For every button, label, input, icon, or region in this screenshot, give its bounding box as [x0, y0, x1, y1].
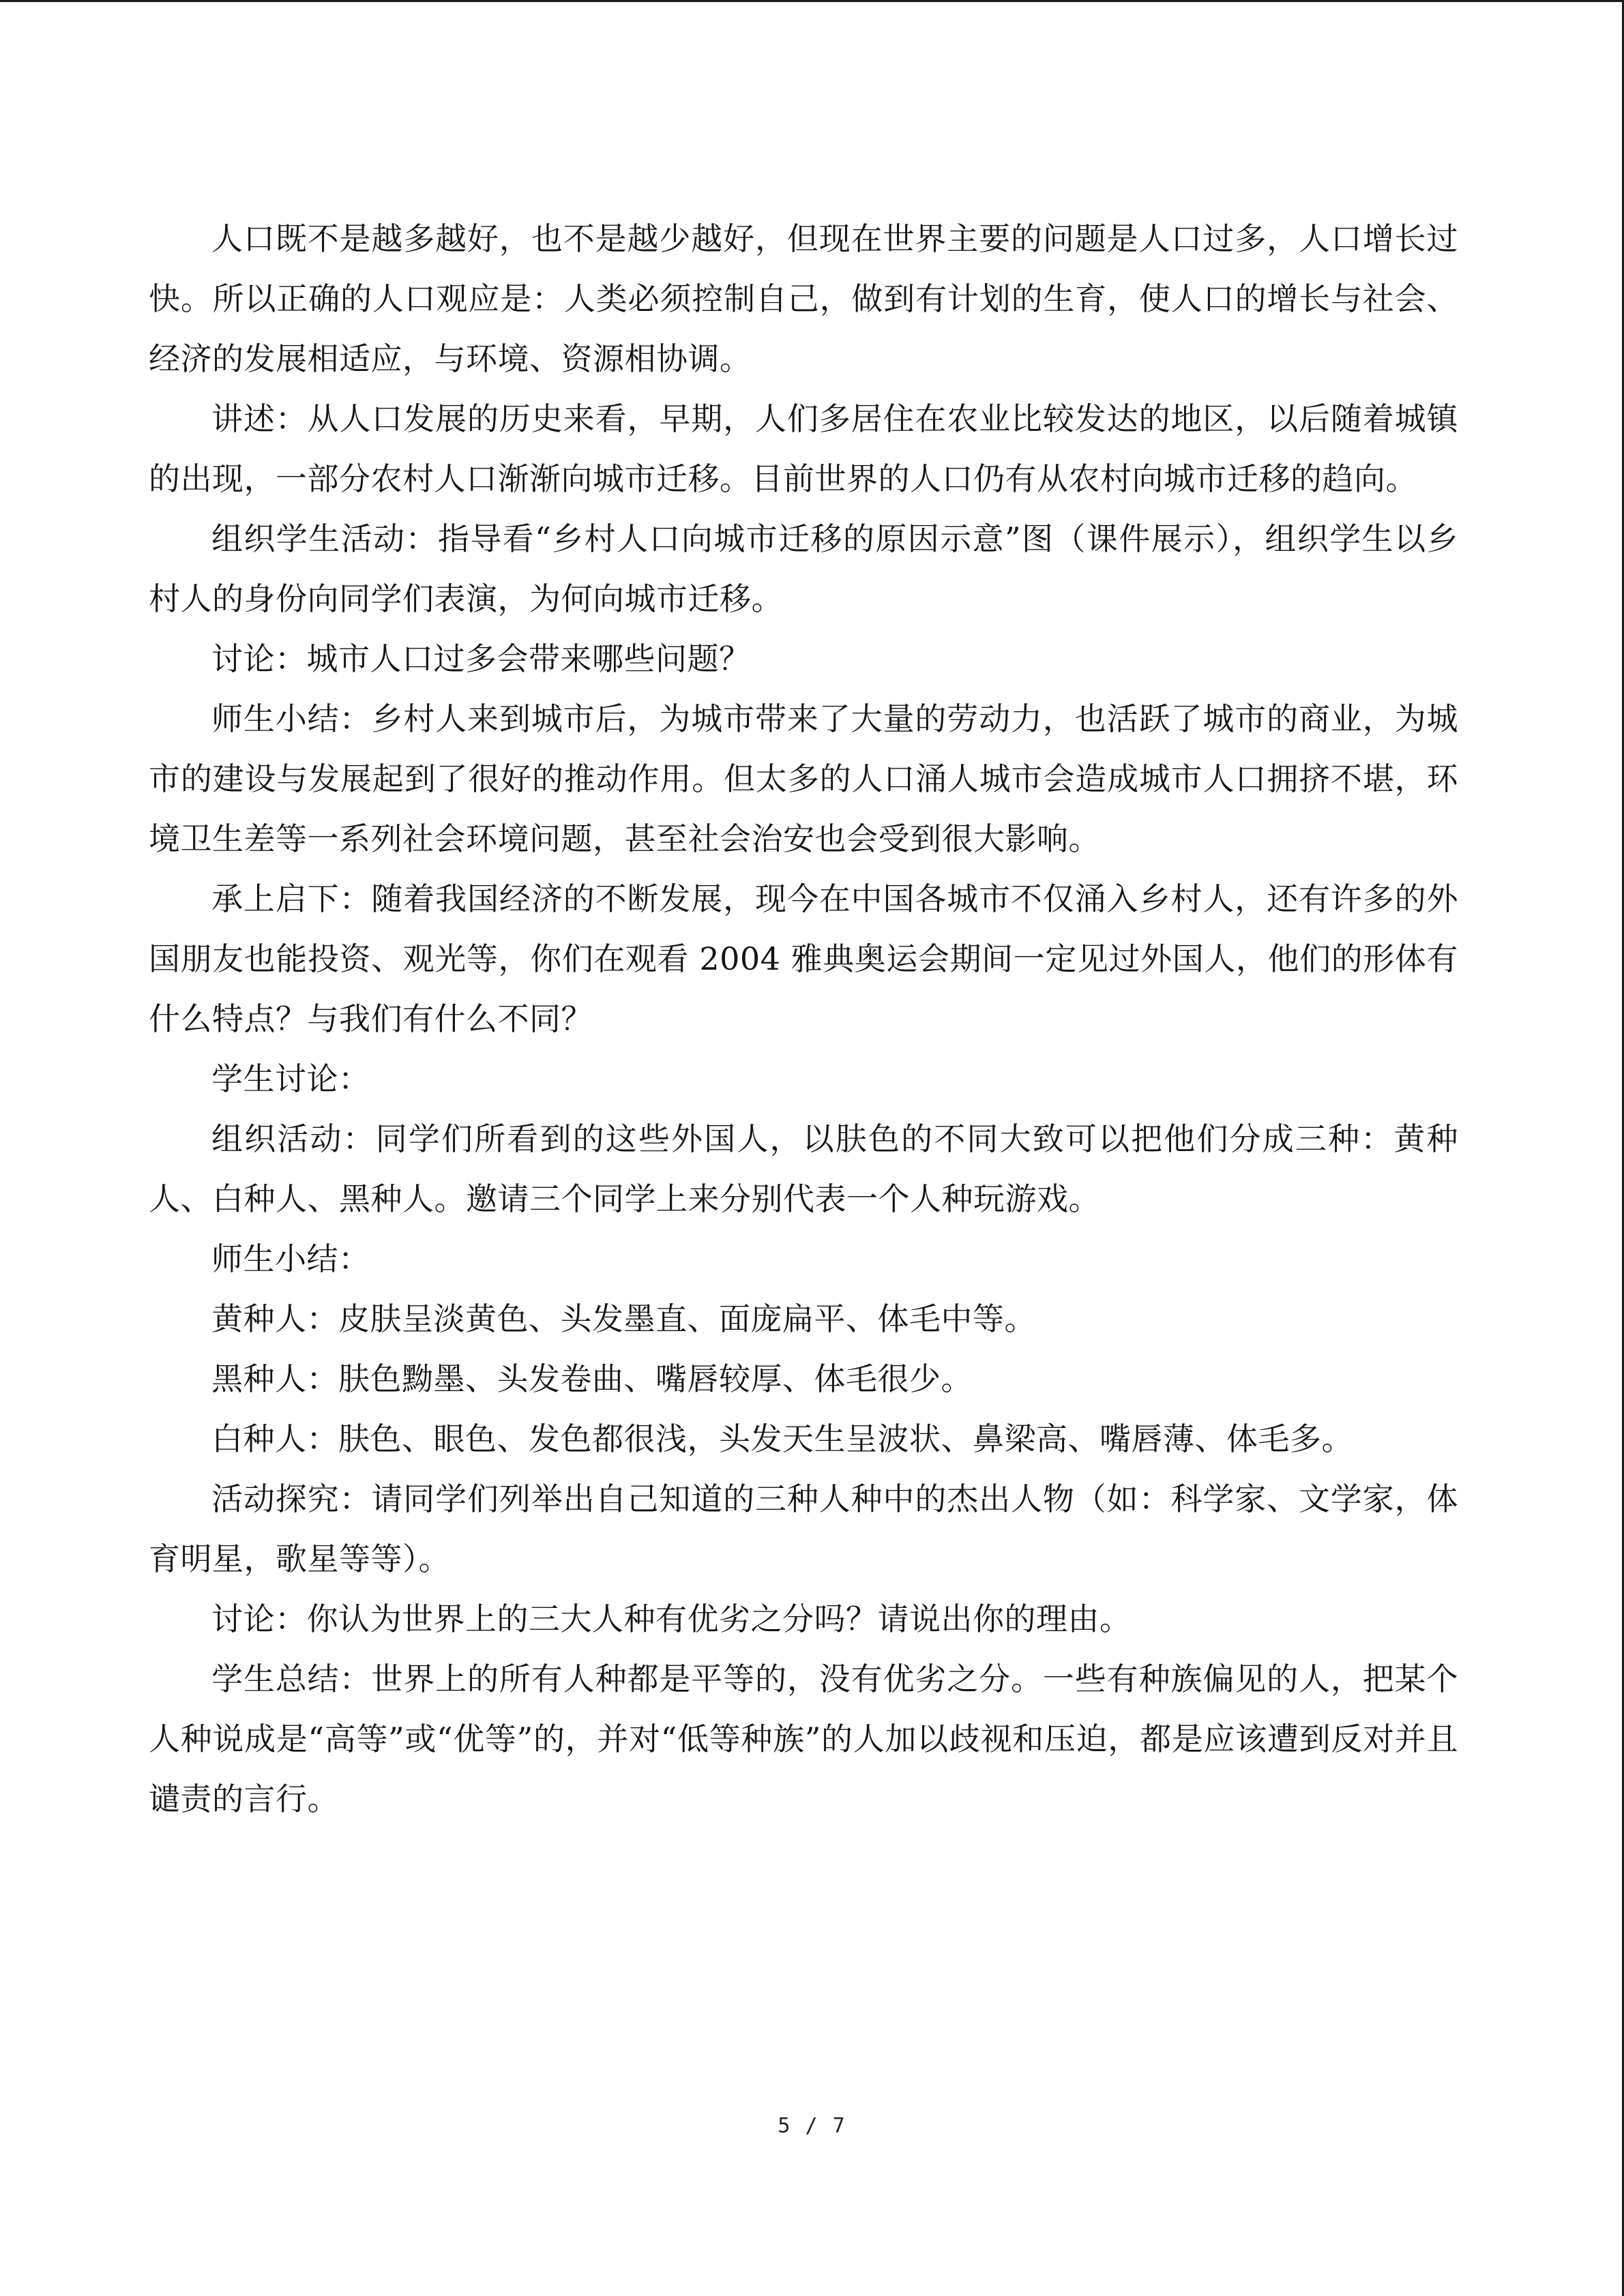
paragraph-population-view: 人口既不是越多越好，也不是越少越好，但现在世界主要的问题是人口过多，人口增长过快。所以正确的人口观应是：人类必须控制自己，做到有计划的生育，使人口的增长与社会、经济的发展相适应，与环境、资源相协调。 [149, 220, 1458, 377]
paragraph-student-discussion: 学生讨论： [211, 1060, 370, 1097]
page-border-top [0, 0, 1624, 2]
page-number: 5 / 7 [778, 2114, 846, 2138]
paragraph-white-race: 白种人：肤色、眼色、发色都很浅，头发天生呈波状、鼻梁高、嘴唇薄、体毛多。 [211, 1420, 1353, 1457]
paragraph-student-activity: 组织学生活动：指导看“乡村人口向城市迁移的原因示意”图（课件展示），组织学生以乡村人的身份向同学们表演，为何向城市迁移。 [149, 520, 1458, 617]
document-body [149, 209, 1458, 1829]
paragraph-discussion-races: 讨论：你认为世界上的三大人种有优劣之分吗？请说出你的理由。 [211, 1600, 1132, 1637]
paragraph-black-race: 黑种人：肤色黝墨、头发卷曲、嘴唇较厚、体毛很少。 [211, 1360, 973, 1397]
paragraph-discussion-city: 讨论：城市人口过多会带来哪些问题？ [211, 640, 751, 677]
paragraph-student-conclusion: 学生总结：世界上的所有人种都是平等的，没有优劣之分。一些有种族偏见的人，把某个人种说成是“高等”或“优等”的，并对“低等种族”的人加以歧视和压迫，都是应该遭到反对并且谴责的言行。 [149, 1660, 1458, 1817]
paragraph-summary-city: 师生小结：乡村人来到城市后，为城市带来了大量的劳动力，也活跃了城市的商业，为城市的建设与发展起到了很好的推动作用。但太多的人口涌人城市会造成城市人口拥挤不堪，环境卫生差等一系列社会环境问题，甚至社会治安也会受到很大影响。 [149, 700, 1458, 857]
paragraph-yellow-race: 黄种人：皮肤呈淡黄色、头发墨直、面庞扁平、体毛中等。 [211, 1300, 1036, 1337]
paragraph-organize-activity: 组织活动：同学们所看到的这些外国人，以肤色的不同大致可以把他们分成三种：黄种人、白种人、黑种人。邀请三个同学上来分别代表一个人种玩游戏。 [149, 1120, 1458, 1217]
paragraph-transition: 承上启下：随着我国经济的不断发展，现今在中国各城市不仅涌入乡村人，还有许多的外国朋友也能投资、观光等，你们在观看 2004 雅典奥运会期间一定见过外国人，他们的形体有什么特点？与我们有什么不同？ [149, 880, 1458, 1037]
paragraph-activity-explore: 活动探究：请同学们列举出自己知道的三种人种中的杰出人物（如：科学家、文学家，体育明星，歌星等等）。 [149, 1480, 1458, 1577]
paragraph-summary-label: 师生小结： [211, 1240, 370, 1277]
paragraph-narration-migration: 讲述：从人口发展的历史来看，早期，人们多居住在农业比较发达的地区，以后随着城镇的出现，一部分农村人口渐渐向城市迁移。目前世界的人口仍有从农村向城市迁移的趋向。 [149, 400, 1458, 497]
